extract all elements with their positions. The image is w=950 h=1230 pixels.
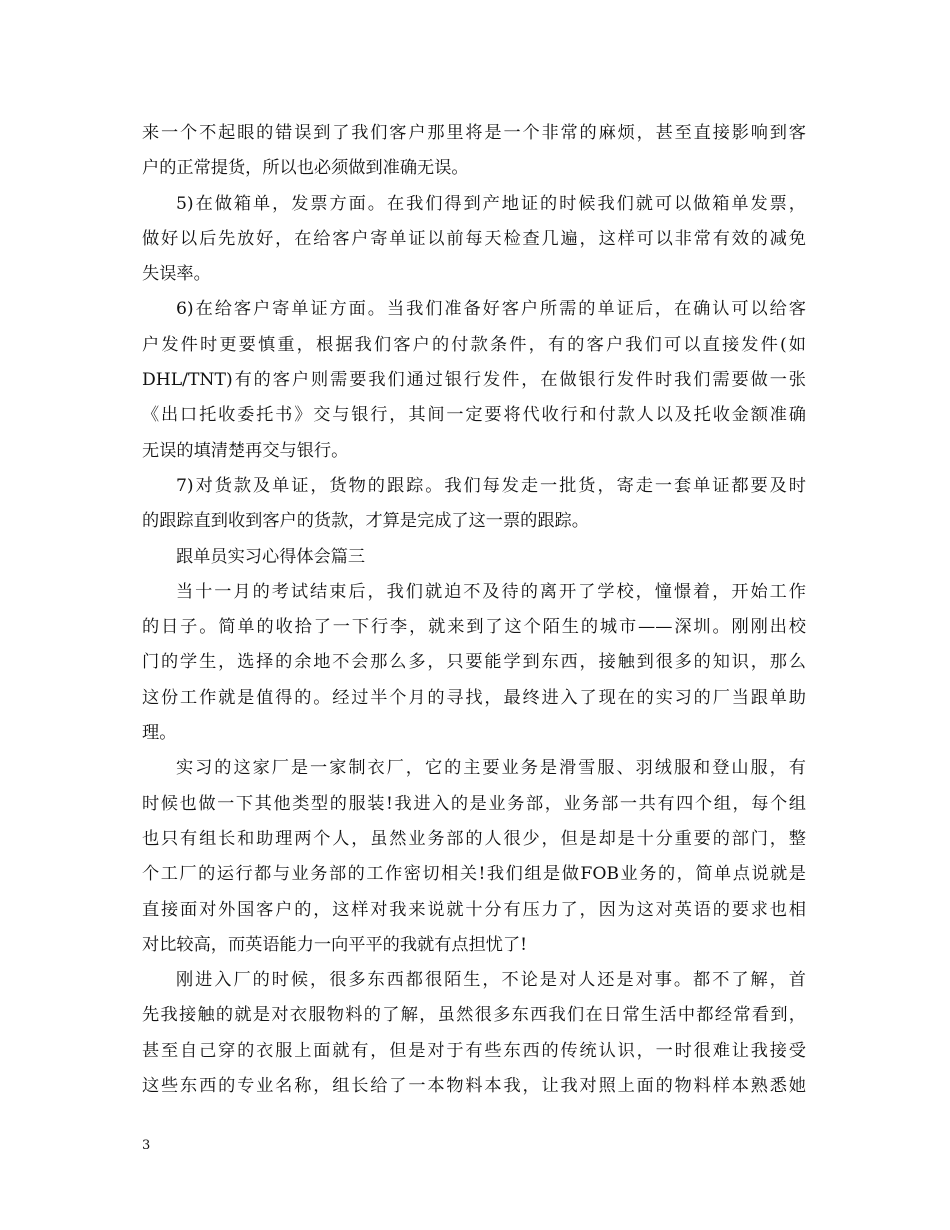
page-number: 3 bbox=[142, 1138, 151, 1153]
text-line: 的跟踪直到收到客户的货款，才算是完成了这一票的跟踪。 bbox=[142, 511, 589, 532]
text-line: 7)对货款及单证，货物的跟踪。我们每发走一批货，寄走一套单证都要及时 bbox=[176, 475, 806, 496]
text-line: 的日子。简单的收拾了一下行李，就来到了这个陌生的城市——深圳。刚刚出校 bbox=[142, 617, 806, 638]
text-line: 《出口托收委托书》交与银行，其间一定要将代收行和付款人以及托收金额准确 bbox=[142, 405, 806, 426]
text-line: 对比较高，而英语能力一向平平的我就有点担忧了! bbox=[142, 934, 528, 955]
text-line: 5)在做箱单，发票方面。在我们得到产地证的时候我们就可以做箱单发票， bbox=[176, 193, 806, 214]
document-body bbox=[142, 116, 806, 1104]
text-line: 户发件时更要慎重，根据我们客户的付款条件，有的客户我们可以直接发件(如 bbox=[142, 334, 806, 355]
text-line: 门的学生，选择的余地不会那么多，只要能学到东西，接触到很多的知识，那么 bbox=[142, 652, 806, 673]
text-line: 做好以后先放好，在给客户寄单证以前每天检查几遍，这样可以非常有效的减免 bbox=[142, 228, 806, 249]
text-line: 时候也做一下其他类型的服装!我进入的是业务部，业务部一共有四个组，每个组 bbox=[142, 793, 806, 814]
section-heading: 跟单员实习心得体会篇三 bbox=[176, 546, 366, 567]
text-line: 这些东西的专业名称，组长给了一本物料本我，让我对照上面的物料样本熟悉她 bbox=[142, 1076, 806, 1097]
text-line: 6)在给客户寄单证方面。当我们准备好客户所需的单证后，在确认可以给客 bbox=[176, 299, 806, 320]
text-line: DHL/TNT)有的客户则需要我们通过银行发件，在做银行发件时我们需要做一张 bbox=[142, 370, 806, 391]
text-line: 实习的这家厂是一家制衣厂，它的主要业务是滑雪服、羽绒服和登山服，有 bbox=[176, 758, 806, 779]
text-line: 也只有组长和助理两个人，虽然业务部的人很少，但是却是十分重要的部门，整 bbox=[142, 828, 806, 849]
text-line: 来一个不起眼的错误到了我们客户那里将是一个非常的麻烦，甚至直接影响到客 bbox=[142, 123, 806, 143]
text-line: 当十一月的考试结束后，我们就迫不及待的离开了学校，憧憬着，开始工作 bbox=[176, 581, 806, 602]
text-line: 刚进入厂的时候，很多东西都很陌生，不论是对人还是对事。都不了解，首 bbox=[176, 970, 806, 991]
text-line: 甚至自己穿的衣服上面就有，但是对于有些东西的传统认识，一时很难让我接受 bbox=[142, 1040, 806, 1061]
text-line: 先我接触的就是对衣服物料的了解，虽然很多东西我们在日常生活中都经常看到， bbox=[142, 1005, 806, 1026]
text-line: 理。 bbox=[142, 723, 177, 744]
text-line: 个工厂的运行都与业务部的工作密切相关!我们组是做FOB业务的，简单点说就是 bbox=[142, 864, 806, 885]
text-line: 无误的填清楚再交与银行。 bbox=[142, 440, 349, 461]
text-line: 直接面对外国客户的，这样对我来说就十分有压力了，因为这对英语的要求也相 bbox=[142, 899, 806, 920]
text-line: 户的正常提货，所以也必须做到准确无误。 bbox=[142, 158, 469, 179]
text-line: 这份工作就是值得的。经过半个月的寻找，最终进入了现在的实习的厂当跟单助 bbox=[142, 687, 806, 708]
text-line: 失误率。 bbox=[142, 264, 211, 285]
